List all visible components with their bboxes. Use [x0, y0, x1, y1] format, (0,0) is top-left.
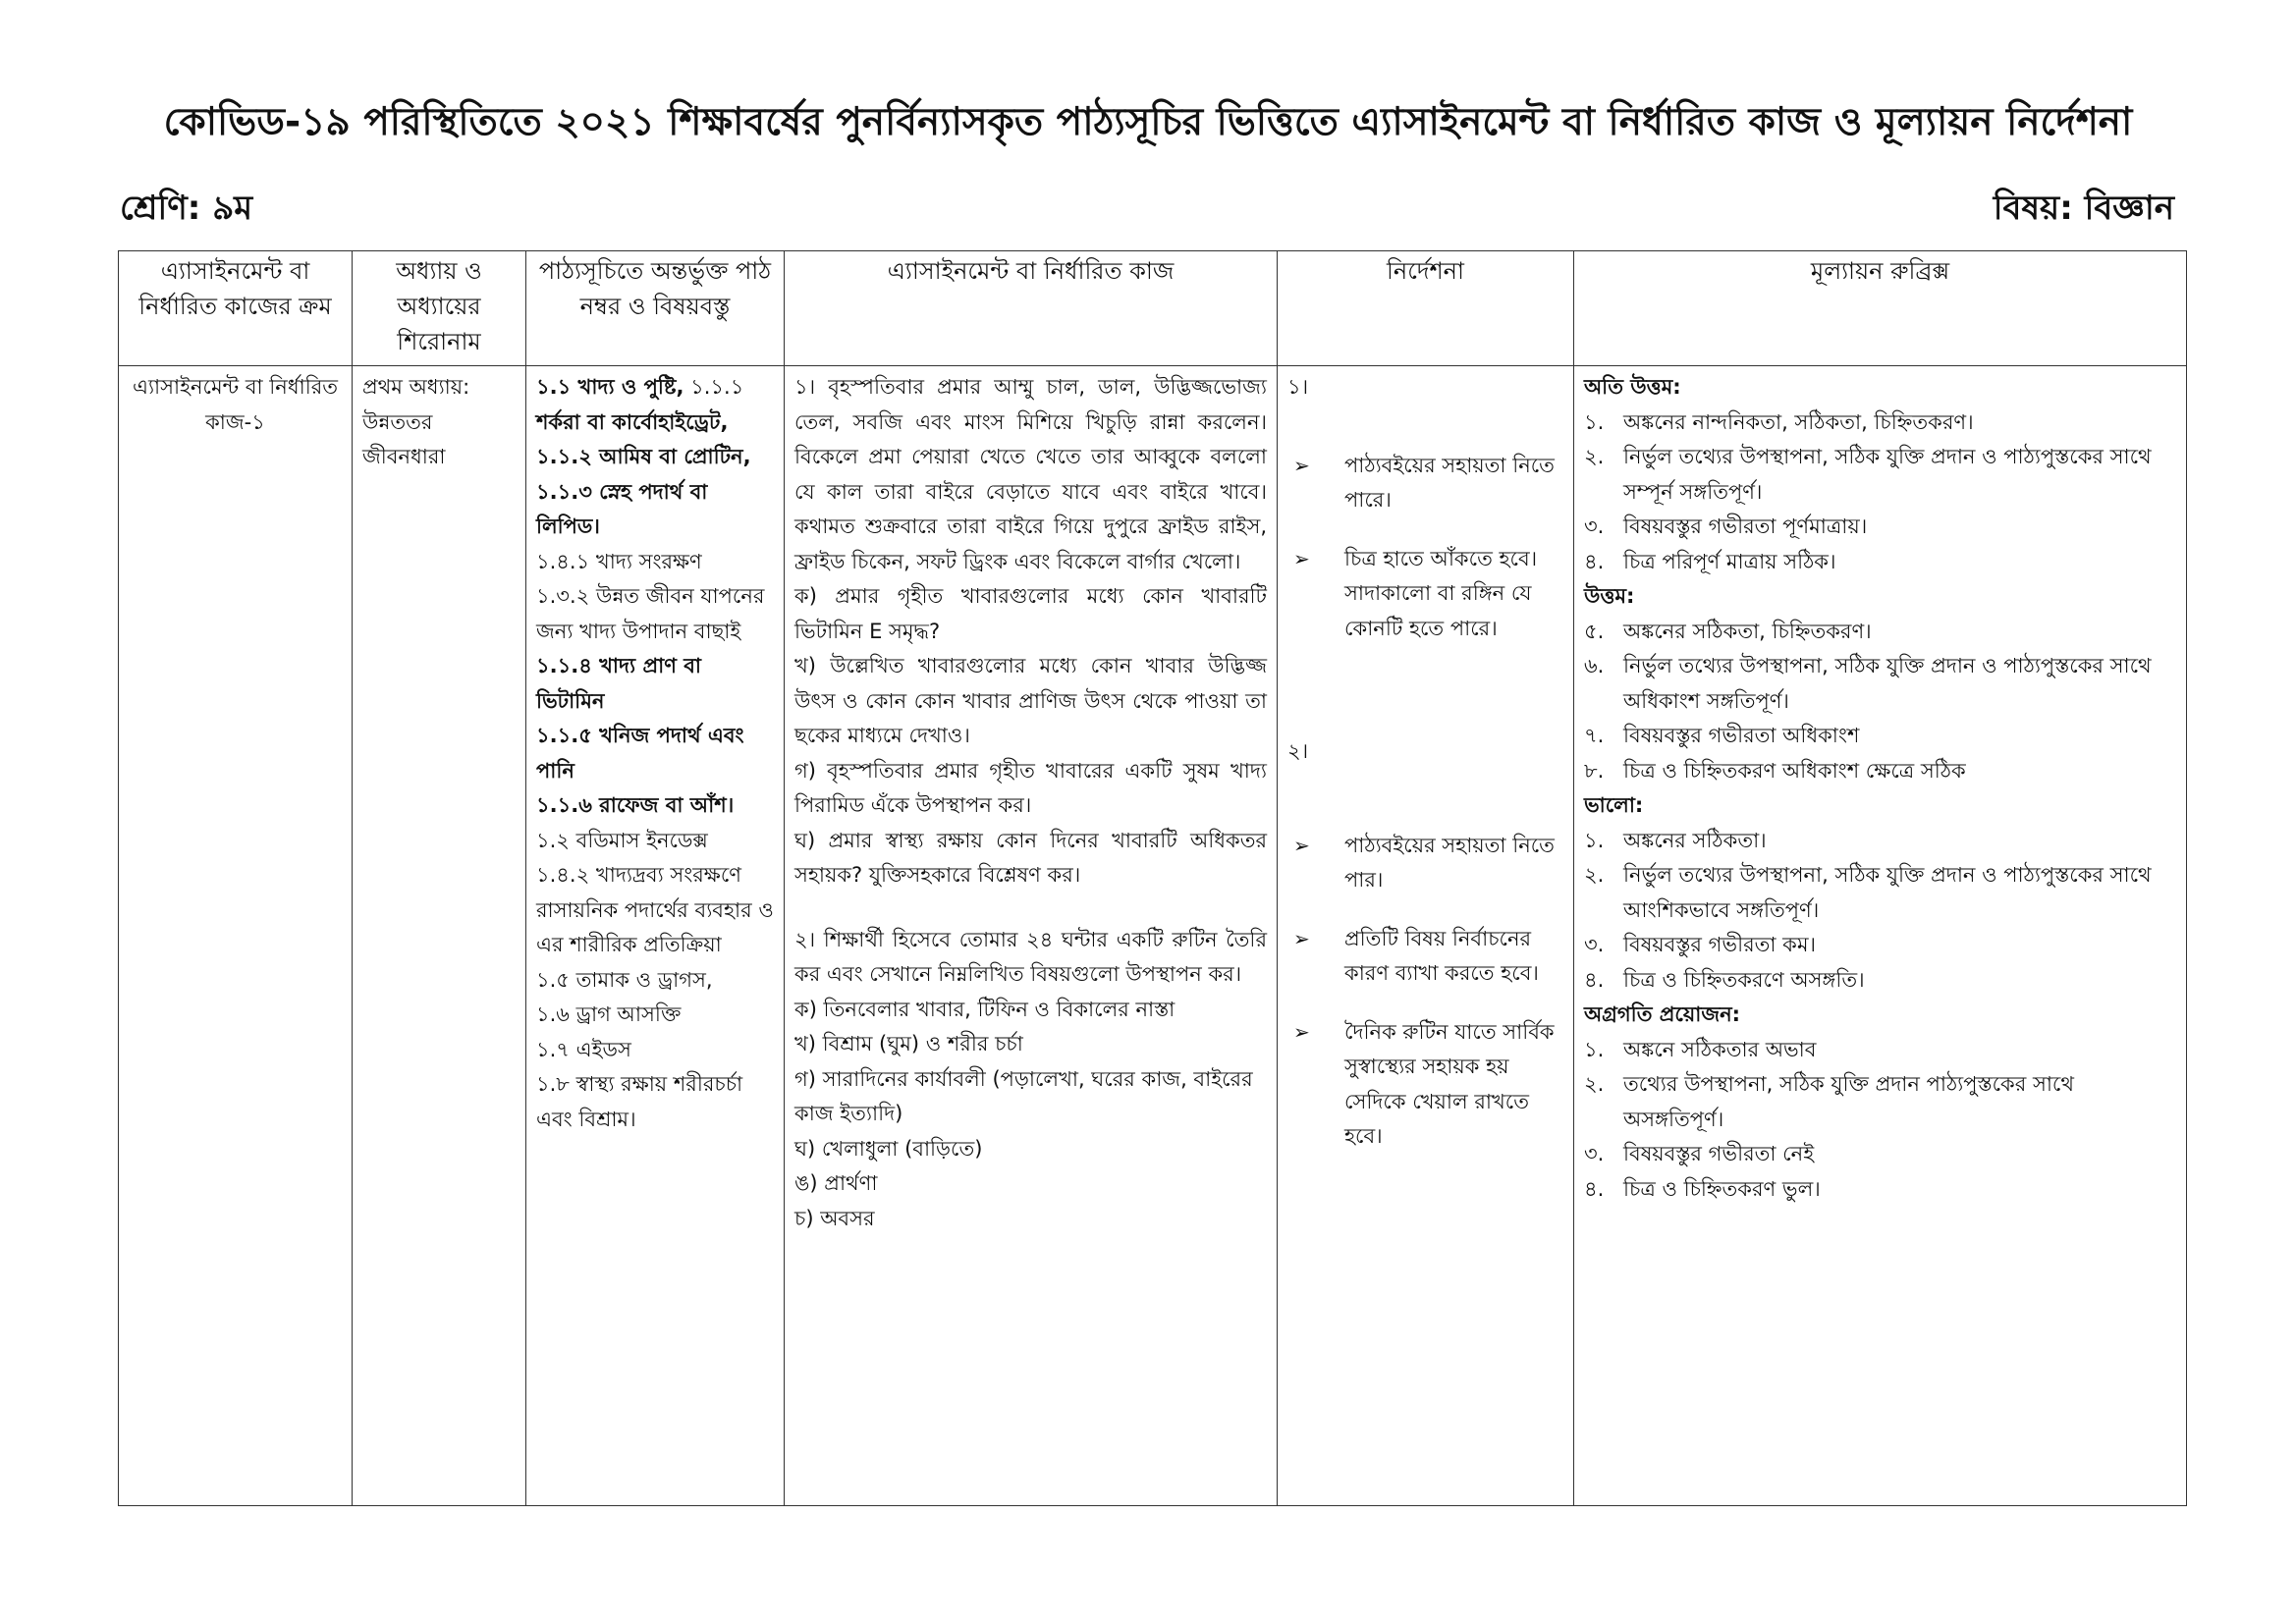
rubric-item: ২. নির্ভুল তথ্যের উপস্থাপনা, সঠিক যুক্তি প্রদান ও পাঠ্যপুস্তকের সাথে সম্পূর্ন সঙ্গতিপূর্ণ। — [1584, 445, 2152, 504]
header-chapter: অধ্যায় ও অধ্যায়ের শিরোনাম — [353, 251, 526, 366]
cell-rubric — [1574, 366, 2187, 1506]
instruction-number: ২। — [1287, 739, 1309, 763]
instruction-text: চিত্র হাতে আঁকতে হবে। সাদাকালো বা রঙ্গিন যে কোনটি হতে পারে। — [1344, 546, 1538, 640]
lesson-line: ১.২ বডিমাস ইনডেক্স — [536, 828, 708, 852]
serial-text: এ্যাসাইনমেন্ট বা নির্ধারিত কাজ-১ — [132, 375, 339, 434]
lesson-line: ১.৪.২ খাদ্যদ্রব্য সংরক্ষণে রাসায়নিক পদার্থের ব্যবহার ও এর শারীরিক প্রতিক্রিয়া — [536, 863, 774, 956]
arrow-bullet-icon: ➢ — [1293, 833, 1310, 857]
instruction-item — [1287, 829, 1563, 898]
lesson-line: ১.৬ ড্রাগ আসক্তি — [536, 1002, 682, 1026]
cell-chapter — [353, 366, 526, 1506]
subject-label: বিষয়: বিজ্ঞান — [1993, 189, 2174, 228]
chapter-text: প্রথম অধ্যায়: উন্নততর জীবনধারা — [362, 375, 470, 468]
task2-item: খ) বিশ্রাম (ঘুম) ও শরীর চর্চা — [794, 1032, 1023, 1056]
task1-question: খ) উল্লেখিত খাবারগুলোর মধ্যে কোন খাবার উদ্ভিজ্জ উৎস ও কোন কোন খাবার প্রাণিজ উৎস থেকে পাওয়া তা ছকের মাধ্যমে দেখাও। — [794, 654, 1267, 747]
rubric-item: ২. নির্ভুল তথ্যের উপস্থাপনা, সঠিক যুক্তি প্রদান ও পাঠ্যপুস্তকের সাথে আংশিকভাবে সঙ্গতিপূর্ণ। — [1584, 863, 2152, 922]
arrow-bullet-icon: ➢ — [1293, 926, 1310, 950]
table-row — [119, 366, 2187, 1506]
instruction-item — [1287, 449, 1563, 518]
instruction-text: পাঠ্যবইয়ের সহায়তা নিতে পার। — [1344, 833, 1555, 892]
class-label: শ্রেণি: ৯ম — [120, 189, 253, 228]
rubric-item: ৪. চিত্র ও চিহ্নিতকরণ ভুল। — [1584, 1176, 1821, 1201]
rubric-item: ৩. বিষয়বস্তুর গভীরতা নেই — [1584, 1142, 1815, 1165]
header-rubric: মূল্যায়ন রুব্রিক্স — [1574, 251, 2187, 366]
rubric-item: ৪. চিত্র পরিপূর্ণ মাত্রায় সঠিক। — [1584, 549, 1836, 573]
rubric-item: ১. অঙ্কনে সঠিকতার অভাব — [1584, 1037, 1817, 1061]
lesson-line: ১.১.১ — [683, 375, 744, 399]
instruction-text: প্রতিটি বিষয় নির্বাচনের কারণ ব্যাখা করতে হবে। — [1344, 926, 1539, 985]
task2-item: চ) অবসর — [794, 1206, 875, 1230]
task2-item: ঘ) খেলাধুলা (বাড়িতে) — [794, 1136, 983, 1161]
rubric-heading: অতি উত্তম: — [1584, 375, 1681, 399]
header-instructions: নির্দেশনা — [1278, 251, 1574, 366]
arrow-bullet-icon: ➢ — [1293, 546, 1310, 570]
header-lessons: পাঠ্যসূচিতে অন্তর্ভুক্ত পাঠ নম্বর ও বিষয়বস্তু — [526, 251, 785, 366]
cell-lessons — [526, 366, 785, 1506]
header-serial: এ্যাসাইনমেন্ট বা নির্ধারিত কাজের ক্রম — [119, 251, 353, 366]
lesson-line: শর্করা বা কার্বোহাইড্রেট, ১.১.২ আমিষ বা প্রোটিন, ১.১.৩ স্নেহ পদার্থ বা লিপিড। — [536, 409, 751, 538]
instruction-item — [1287, 922, 1563, 992]
task2-item: ক) তিনবেলার খাবার, টিফিন ও বিকালের নাস্তা — [794, 997, 1175, 1021]
cell-serial — [119, 366, 353, 1506]
lesson-line: ১.৭ এইডস — [536, 1037, 631, 1061]
instruction-text: পাঠ্যবইয়ের সহায়তা নিতে পারে। — [1344, 453, 1555, 512]
rubric-item: ৬. নির্ভুল তথ্যের উপস্থাপনা, সঠিক যুক্তি প্রদান ও পাঠ্যপুস্তকের সাথে অধিকাংশ সঙ্গতিপূর্ণ। — [1584, 654, 2152, 713]
instruction-item — [1287, 1015, 1563, 1155]
arrow-bullet-icon: ➢ — [1293, 453, 1310, 477]
lesson-line: ১.৮ স্বাস্থ্য রক্ষায় শরীরচর্চা এবং বিশ্রাম। — [536, 1072, 743, 1131]
rubric-item: ৩. বিষয়বস্তুর গভীরতা কম। — [1584, 933, 1817, 956]
lesson-line: ১.১.৫ খনিজ পদার্থ এবং পানি — [536, 724, 744, 783]
lesson-line: ১.৪.১ খাদ্য সংরক্ষণ — [536, 549, 702, 573]
lesson-line: ১.৩.২ উন্নত জীবন যাপনের জন্য খাদ্য উপাদান বাছাই — [536, 584, 765, 643]
task1-question: গ) বৃহস্পতিবার প্রমার গৃহীত খাবারের একটি সুষম খাদ্য পিরামিড এঁকে উপস্থাপন কর। — [794, 758, 1267, 817]
instruction-text: দৈনিক রুটিন যাতে সার্বিক সুস্বাস্থ্যের সহায়ক হয় সেদিকে খেয়াল রাখতে হবে। — [1344, 1019, 1555, 1148]
header-assignment: এ্যাসাইনমেন্ট বা নির্ধারিত কাজ — [785, 251, 1278, 366]
page-title: কোভিড-১৯ পরিস্থিতিতে ২০২১ শিক্ষাবর্ষের পুনর্বিন্যাসকৃত পাঠ্যসূচির ভিত্তিতে এ্যাসাইনমেন্ট বা নির্ধারিত কাজ ও মূল্যায়ন নির্দেশনা — [163, 100, 2133, 144]
task1-intro: ১। বৃহস্পতিবার প্রমার আম্মু চাল, ডাল, উদ্ভিজ্জভোজ্য তেল, সবজি এবং মাংস মিশিয়ে খিচুড়ি রান্না করলেন। বিকেলে প্রমা পেয়ারা খেতে খেতে তার আব্বুকে বললো যে কাল তারা বাইরে বেড়াতে যাবে এবং বাইরে খাবে। কথামত শুক্রবারে তারা বাইরে গিয়ে দুপুরে ফ্রাইড রাইস, ফ্রাইড চিকেন, সফট ড্রিংক এবং বিকেলে বার্গার খেলো। — [794, 375, 1267, 573]
rubric-item: ৪. চিত্র ও চিহ্নিতকরণে অসঙ্গতি। — [1584, 967, 1865, 992]
rubric-heading: উত্তম: — [1584, 584, 1635, 608]
rubric-item: ৮. চিত্র ও চিহ্নিতকরণ অধিকাংশ ক্ষেত্রে সঠিক — [1584, 758, 1966, 783]
rubric-item: ৭. বিষয়বস্তুর গভীরতা অধিকাংশ — [1584, 724, 1860, 747]
task1-question: ঘ) প্রমার স্বাস্থ্য রক্ষায় কোন দিনের খাবারটি অধিকতর সহায়ক? যুক্তিসহকারে বিশ্লেষণ কর। — [794, 828, 1267, 887]
lesson-line: ১.১ খাদ্য ও পুষ্টি, — [536, 375, 684, 399]
instruction-number: ১। — [1287, 375, 1309, 399]
rubric-heading: অগ্রগতি প্রয়োজন: — [1584, 1002, 1741, 1026]
lesson-line: ১.৫ তামাক ও ড্রাগস, — [536, 967, 713, 992]
cell-instructions — [1278, 366, 1574, 1506]
lesson-line: ১.১.৬ রাফেজ বা আঁশ। — [536, 793, 735, 817]
rubric-item: ১. অঙ্কনের নান্দনিকতা, সঠিকতা, চিহ্নিতকরণ। — [1584, 409, 1974, 434]
rubric-item: ২. তথ্যের উপস্থাপনা, সঠিক যুক্তি প্রদান পাঠ্যপুস্তকের সাথে অসঙ্গতিপূর্ণ। — [1584, 1072, 2074, 1131]
task2-intro: ২। শিক্ষার্থী হিসেবে তোমার ২৪ ঘন্টার একটি রুটিন তৈরি কর এবং সেখানে নিম্নলিখিত বিষয়গুলো উপস্থাপন কর। — [794, 927, 1267, 986]
task1-question: ক) প্রমার গৃহীত খাবারগুলোর মধ্যে কোন খাবারটি ভিটামিন E সমৃদ্ধ? — [794, 584, 1267, 643]
task2-item: ঙ) প্রার্থণা — [794, 1171, 878, 1195]
arrow-bullet-icon: ➢ — [1293, 1019, 1310, 1044]
cell-assignment — [785, 366, 1278, 1506]
rubric-item: ১. অঙ্কনের সঠিকতা। — [1584, 828, 1767, 852]
rubric-item: ৫. অঙ্কনের সঠিকতা, চিহ্নিতকরণ। — [1584, 619, 1872, 643]
lesson-line: ১.১.৪ খাদ্য প্রাণ বা ভিটামিন — [536, 654, 702, 713]
assignment-table — [118, 250, 2187, 1506]
table-header-row — [119, 251, 2187, 366]
rubric-item: ৩. বিষয়বস্তুর গভীরতা পূর্ণমাত্রায়। — [1584, 514, 1868, 538]
instruction-item — [1287, 542, 1563, 647]
task2-item: গ) সারাদিনের কার্যাবলী (পড়ালেখা, ঘরের কাজ, বাইরের কাজ ইত্যাদি) — [794, 1066, 1253, 1125]
rubric-heading: ভালো: — [1584, 793, 1644, 817]
